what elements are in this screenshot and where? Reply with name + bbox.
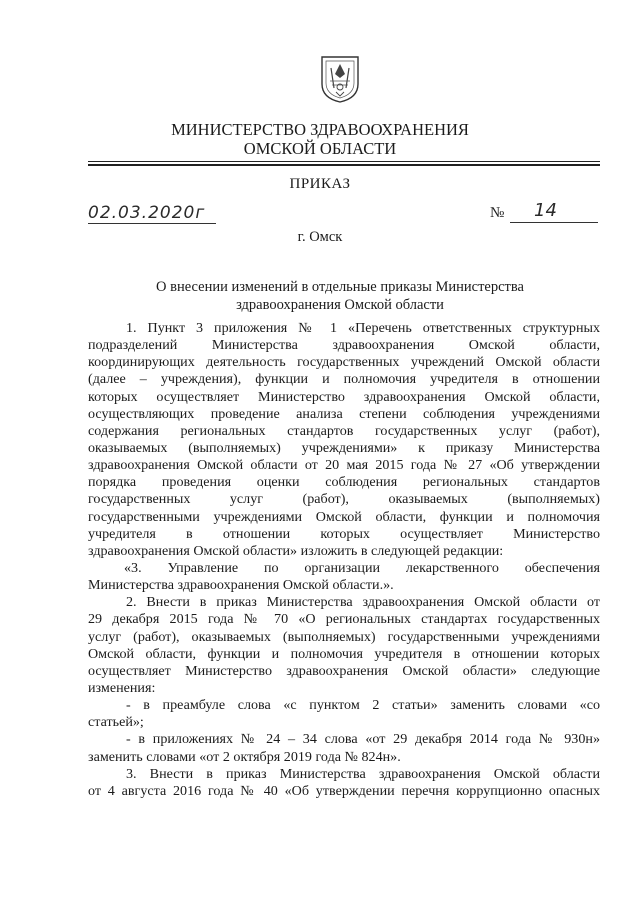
body-line: 3. Внести в приказ Министерства здравоохранения Омской области bbox=[126, 765, 600, 782]
body-line: содержания региональных стандартов государственных услуг (работ), bbox=[88, 422, 600, 439]
body-line: «3. Управление по организации лекарственного обеспечения bbox=[124, 559, 600, 576]
body-line: от 4 августа 2016 года № 40 «Об утверждении перечня коррупционно опасных bbox=[88, 782, 600, 799]
body-line: 1. Пункт 3 приложения № 1 «Перечень ответственных структурных bbox=[126, 320, 600, 336]
body-line: государственных услуг (работ), оказываемых (выполняемых) bbox=[88, 491, 600, 508]
body-line: которых осуществляет Министерство здравоохранения Омской области, bbox=[88, 388, 600, 405]
body-line: - в преамбуле слова «с пунктом 2 статьи» заменить словами «со bbox=[126, 697, 600, 714]
header-divider-thin bbox=[88, 161, 600, 162]
body-line: порядка проведения оценки соблюдения региональных стандартов bbox=[88, 474, 600, 491]
body-line: статьей»; bbox=[88, 714, 144, 731]
body-line: подразделений Министерства здравоохранения Омской области, bbox=[88, 337, 600, 354]
body-line: 29 декабря 2015 года № 70 «О региональных стандартах государственных bbox=[88, 611, 600, 628]
document-type: ПРИКАЗ bbox=[289, 176, 351, 192]
body-line: 2. Внести в приказ Министерства здравоохранения Омской области от bbox=[126, 594, 600, 611]
body-line: здравоохранения Омской области от 20 мая 2015 года № 27 «Об утверждении bbox=[88, 457, 600, 474]
body-line: заменить словами «от 2 октября 2019 года № 824н». bbox=[88, 748, 401, 765]
body-line: изменения: bbox=[88, 679, 156, 696]
omsk-coat-of-arms-icon bbox=[319, 54, 361, 104]
body-line: здравоохранения Омской области» изложить в следующей редакции: bbox=[88, 542, 504, 559]
number-underline bbox=[510, 222, 598, 223]
body-line: услуг (работ), оказываемых (выполняемых) государственными учреждениями bbox=[88, 628, 600, 645]
ministry-name-line2: ОМСКОЙ ОБЛАСТИ bbox=[243, 139, 397, 158]
number-label: № bbox=[490, 205, 505, 221]
header-divider-thick bbox=[88, 164, 600, 166]
body-line: координирующих деятельность государственных учреждений Омской области bbox=[88, 354, 600, 371]
body-line: (далее – учреждения), функции и полномочия учредителя в отношении bbox=[88, 371, 600, 388]
city: г. Омск bbox=[297, 229, 343, 245]
document-title-line1: О внесении изменений в отдельные приказы Министерства bbox=[156, 279, 524, 295]
body-line: оказываемых (выполняемых) учреждениями» к приказу Министерства bbox=[88, 439, 600, 456]
body-line: Омской области, функции и полномочия учредителя в отношении которых bbox=[88, 645, 600, 662]
body-line: учредителя в отношении которых осуществляет Министерство bbox=[88, 525, 600, 542]
document-title-line2: здравоохранения Омской области bbox=[236, 297, 444, 313]
body-line: - в приложениях № 24 – 34 слова «от 29 декабря 2014 года № 930н» bbox=[126, 731, 600, 748]
body-line: государственными учреждениями Омской области, функции и полномочия bbox=[88, 508, 600, 525]
ministry-name-line1: МИНИСТЕРСТВО ЗДРАВООХРАНЕНИЯ bbox=[171, 120, 469, 139]
body-line: Министерства здравоохранения Омской области.». bbox=[88, 577, 394, 594]
body-line: осуществляющих проведение анализа степени соблюдения учреждениями bbox=[88, 405, 600, 422]
document-body bbox=[88, 320, 600, 800]
date-underline bbox=[88, 223, 216, 224]
handwritten-date: 02.03.2020г bbox=[88, 203, 206, 223]
body-line: осуществляет Министерство здравоохранения Омской области» следующие bbox=[88, 662, 600, 679]
handwritten-number: 14 bbox=[534, 200, 557, 221]
